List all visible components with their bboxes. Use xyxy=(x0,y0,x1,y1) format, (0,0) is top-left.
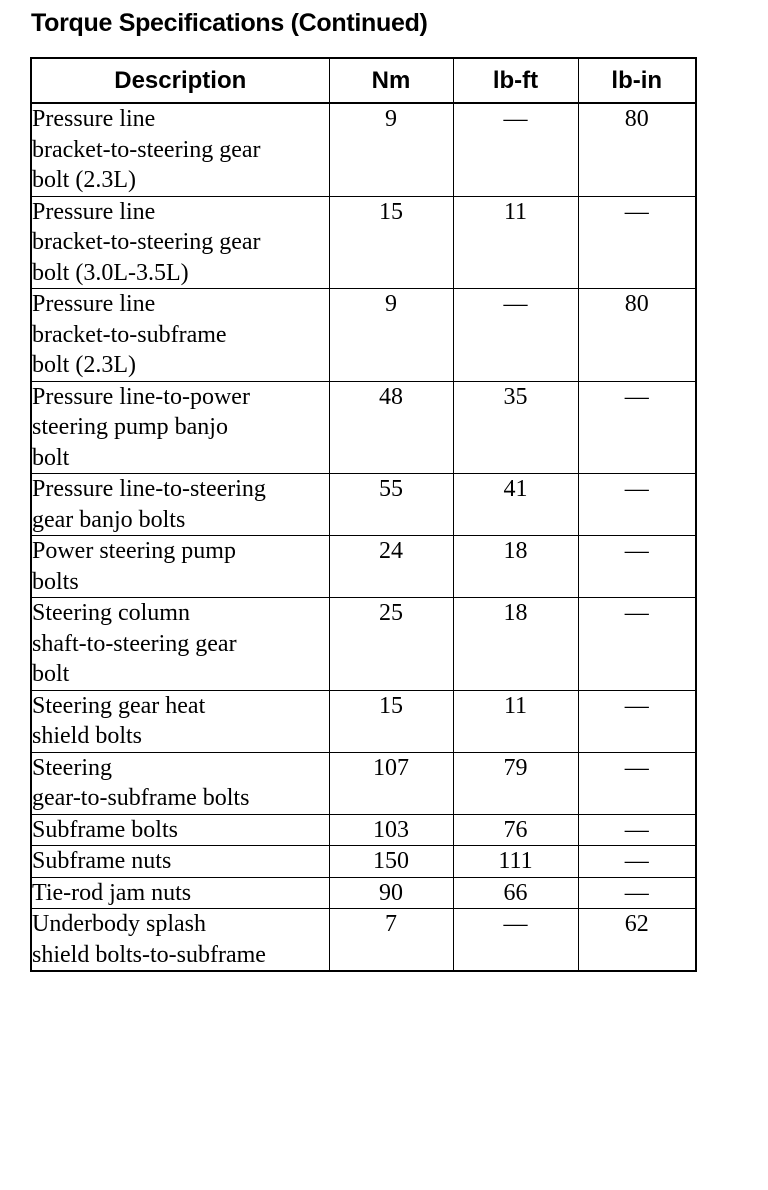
lb-in-cell: — xyxy=(578,474,696,536)
table-row xyxy=(31,877,696,909)
table-row xyxy=(31,814,696,846)
lb-ft-cell: 66 xyxy=(453,877,578,909)
nm-cell: 150 xyxy=(329,846,453,878)
description-line: shaft-to-steering gear xyxy=(32,630,237,657)
description-line: Tie-rod jam nuts xyxy=(32,879,192,906)
table-body xyxy=(31,103,696,971)
table-row xyxy=(31,752,696,814)
table-row xyxy=(31,846,696,878)
table-row xyxy=(31,690,696,752)
header-lb-ft: lb-ft xyxy=(453,58,578,103)
description-line: shield bolts xyxy=(32,723,143,749)
lb-in-cell: — xyxy=(578,536,696,598)
header-row xyxy=(31,58,696,103)
description-cell xyxy=(31,598,329,691)
lb-in-cell: — xyxy=(578,598,696,691)
lb-ft-cell: 18 xyxy=(453,598,578,691)
description-line: Pressure line xyxy=(32,106,156,132)
header-description: Description xyxy=(31,58,329,103)
description-cell xyxy=(31,289,329,382)
description-line: bracket-to-steering gear xyxy=(32,136,261,163)
lb-in-cell: — xyxy=(578,877,696,909)
description-line: Pressure line xyxy=(32,198,156,225)
lb-in-cell: 80 xyxy=(578,289,696,382)
description-line: bolt (3.0L-3.5L) xyxy=(32,259,189,286)
description-line: bracket-to-steering gear xyxy=(32,229,261,255)
description-line: bolt (2.3L) xyxy=(32,167,136,193)
table-row xyxy=(31,909,696,972)
table-row xyxy=(31,474,696,536)
description-cell xyxy=(31,690,329,752)
nm-cell: 107 xyxy=(329,752,453,814)
description-line: Subframe bolts xyxy=(32,816,178,843)
lb-in-cell: — xyxy=(578,381,696,474)
nm-cell: 15 xyxy=(329,196,453,289)
nm-cell: 25 xyxy=(329,598,453,691)
description-cell xyxy=(31,196,329,289)
description-line: steering pump banjo xyxy=(32,414,228,440)
nm-cell: 90 xyxy=(329,877,453,909)
description-line: bracket-to-subframe xyxy=(32,321,227,348)
header-lb-in: lb-in xyxy=(578,58,696,103)
description-cell xyxy=(31,536,329,598)
description-line: bolt xyxy=(32,661,70,687)
description-line: Power steering pump xyxy=(32,538,236,564)
lb-ft-cell: — xyxy=(453,909,578,972)
description-line: Steering column xyxy=(32,600,190,626)
lb-ft-cell: 11 xyxy=(453,690,578,752)
nm-cell: 9 xyxy=(329,103,453,196)
page-title: Torque Specifications (Continued) xyxy=(31,9,428,37)
description-line: Steering xyxy=(32,754,112,781)
lb-in-cell: — xyxy=(578,690,696,752)
description-cell xyxy=(31,909,329,972)
lb-ft-cell: 79 xyxy=(453,752,578,814)
nm-cell: 15 xyxy=(329,690,453,752)
lb-in-cell: 80 xyxy=(578,103,696,196)
lb-ft-cell: 18 xyxy=(453,536,578,598)
lb-ft-cell: 41 xyxy=(453,474,578,536)
header-nm: Nm xyxy=(329,58,453,103)
description-line: Steering gear heat xyxy=(32,692,206,719)
table-row xyxy=(31,536,696,598)
table-row xyxy=(31,381,696,474)
nm-cell: 55 xyxy=(329,474,453,536)
description-cell xyxy=(31,814,329,846)
description-cell xyxy=(31,752,329,814)
description-cell xyxy=(31,877,329,909)
table-row xyxy=(31,598,696,691)
lb-in-cell: — xyxy=(578,814,696,846)
lb-ft-cell: — xyxy=(453,289,578,382)
lb-in-cell: — xyxy=(578,196,696,289)
lb-ft-cell: 11 xyxy=(453,196,578,289)
description-line: Pressure line xyxy=(32,291,156,317)
description-line: bolts xyxy=(32,568,79,595)
description-line: Subframe nuts xyxy=(32,848,172,874)
lb-in-cell: — xyxy=(578,752,696,814)
nm-cell: 7 xyxy=(329,909,453,972)
description-cell xyxy=(31,846,329,878)
description-cell xyxy=(31,474,329,536)
lb-ft-cell: 76 xyxy=(453,814,578,846)
description-line: Pressure line-to-steering xyxy=(32,476,266,502)
torque-spec-table xyxy=(30,57,697,972)
lb-ft-cell: 111 xyxy=(453,846,578,878)
nm-cell: 24 xyxy=(329,536,453,598)
nm-cell: 9 xyxy=(329,289,453,382)
description-cell xyxy=(31,381,329,474)
description-line: bolt (2.3L) xyxy=(32,352,136,378)
nm-cell: 48 xyxy=(329,381,453,474)
description-line: Underbody splash xyxy=(32,911,206,937)
lb-ft-cell: 35 xyxy=(453,381,578,474)
table-row xyxy=(31,196,696,289)
table-row xyxy=(31,103,696,196)
description-cell xyxy=(31,103,329,196)
lb-in-cell: — xyxy=(578,846,696,878)
description-line: gear banjo bolts xyxy=(32,506,186,533)
lb-in-cell: 62 xyxy=(578,909,696,972)
description-line: gear-to-subframe bolts xyxy=(32,785,250,811)
nm-cell: 103 xyxy=(329,814,453,846)
lb-ft-cell: — xyxy=(453,103,578,196)
description-line: Pressure line-to-power xyxy=(32,383,250,410)
description-line: shield bolts-to-subframe xyxy=(32,941,266,968)
description-line: bolt xyxy=(32,444,70,471)
table-row xyxy=(31,289,696,382)
